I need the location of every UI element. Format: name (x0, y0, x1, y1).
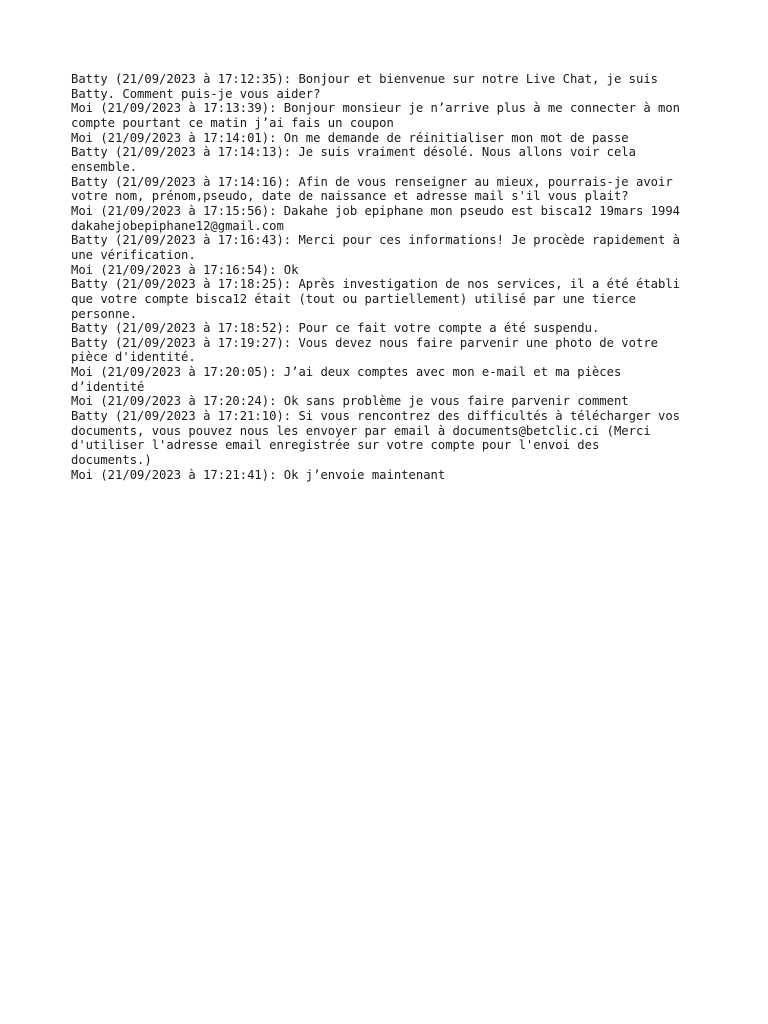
message-line: Moi (21/09/2023 à 17:13:39): Bonjour monsieur je n’arrive plus à me connecter à mon (71, 101, 681, 116)
message-line: Moi (21/09/2023 à 17:20:05): J’ai deux comptes avec mon e-mail et ma pièces (71, 365, 622, 380)
chat-message (71, 277, 711, 321)
chat-message (71, 101, 711, 130)
message-line: ensemble. (71, 159, 138, 174)
message-line: Batty (21/09/2023 à 17:18:25): Après investigation de nos services, il a été établi (71, 277, 681, 292)
chat-message (71, 394, 711, 409)
message-line: documents, vous pouvez nous les envoyer par email à documents@betclic.ci (Merci (71, 423, 651, 438)
message-line: d'utiliser l'adresse email enregistrée sur votre compte pour l'envoi des (71, 438, 600, 453)
chat-message (71, 145, 711, 174)
chat-message (71, 204, 711, 233)
chat-message (71, 175, 711, 204)
message-line: que votre compte bisca12 était (tout ou partiellement) utilisé par une tierce (71, 291, 636, 306)
message-line: Moi (21/09/2023 à 17:20:24): Ok sans problème je vous faire parvenir comment (71, 394, 629, 409)
message-line: Batty. Comment puis-je vous aider? (71, 86, 321, 101)
chat-message (71, 131, 711, 146)
message-line: Batty (21/09/2023 à 17:18:52): Pour ce fait votre compte a été suspendu. (71, 321, 600, 336)
chat-message (71, 336, 711, 365)
chat-message (71, 409, 711, 468)
message-line: dakahejobepiphane12@gmail.com (71, 218, 284, 233)
chat-message (71, 233, 711, 262)
chat-message (71, 263, 711, 278)
message-line: Batty (21/09/2023 à 17:14:16): Afin de vous renseigner au mieux, pourrais-je avoir (71, 174, 673, 189)
chat-message (71, 468, 711, 483)
message-line: une vérification. (71, 247, 196, 262)
chat-message (71, 72, 711, 101)
chat-message (71, 321, 711, 336)
message-line: d’identité (71, 379, 145, 394)
message-line: personne. (71, 306, 138, 321)
message-line: Moi (21/09/2023 à 17:16:54): Ok (71, 262, 299, 277)
message-line: Batty (21/09/2023 à 17:12:35): Bonjour et bienvenue sur notre Live Chat, je suis (71, 72, 658, 86)
message-line: votre nom, prénom,pseudo, date de naissance et adresse mail s'il vous plait? (71, 189, 629, 204)
message-line: Batty (21/09/2023 à 17:14:13): Je suis vraiment désolé. Nous allons voir cela (71, 145, 636, 160)
message-line: documents.) (71, 453, 152, 468)
message-line: pièce d'identité. (71, 350, 196, 365)
message-line: Moi (21/09/2023 à 17:21:41): Ok j’envoie maintenant (71, 467, 446, 482)
message-line: Moi (21/09/2023 à 17:15:56): Dakahe job epiphane mon pseudo est bisca12 19mars 1994 (71, 203, 681, 218)
chat-message (71, 365, 711, 394)
message-line: Batty (21/09/2023 à 17:19:27): Vous devez nous faire parvenir une photo de votre (71, 335, 658, 350)
chat-transcript (71, 72, 711, 482)
message-line: Moi (21/09/2023 à 17:14:01): On me demande de réinitialiser mon mot de passe (71, 130, 629, 145)
message-line: Batty (21/09/2023 à 17:16:43): Merci pour ces informations! Je procède rapidement à (71, 233, 681, 248)
message-line: compte pourtant ce matin j’ai fais un coupon (71, 115, 394, 130)
message-line: Batty (21/09/2023 à 17:21:10): Si vous rencontrez des difficultés à télécharger vos (71, 409, 681, 424)
